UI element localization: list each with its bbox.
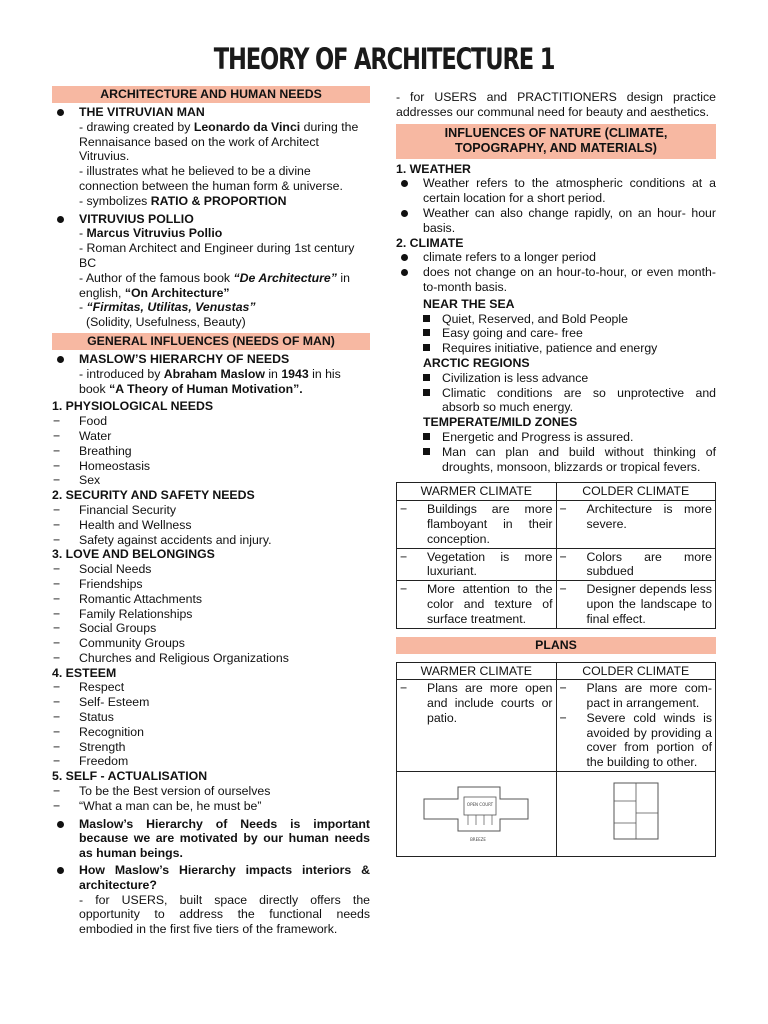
list-item: − Food (52, 414, 370, 429)
warm-plan-sketch (416, 779, 536, 845)
needs-heading: 1. PHYSIOLOGICAL NEEDS (52, 399, 214, 414)
list-item: climate refers to a longer period (396, 250, 716, 265)
list-item: − Self- Esteem (52, 695, 370, 710)
maslow-impacts-bullet: How Maslow’s Hierarchy impacts interiors & architecture? (52, 863, 370, 893)
list-item: − Status (52, 710, 370, 725)
list-item: − Recognition (52, 725, 370, 740)
vitruvian-line-3: - symbolizes RATIO & PROPORTION (79, 193, 287, 208)
table-header-colder: COLDER CLIMATE (556, 483, 716, 501)
section-header-architecture-human-needs: ARCHITECTURE AND HUMAN NEEDS (52, 86, 370, 103)
pollio-line-4: - “Firmitas, Utilitas, Venustas” (79, 300, 256, 315)
list-item: Weather refers to the atmospheric conditions at a certain location for a short period. (396, 176, 716, 206)
list-item: − Homeostasis (52, 459, 370, 474)
weather-heading: 1. WEATHER (396, 161, 471, 176)
needs-heading: 4. ESTEEM (52, 665, 117, 680)
table-cell: − Vegetation is more luxuriant. (400, 550, 553, 580)
list-item: Man can plan and build without thinking of droughts, monsoon, blizzards or tropical fevers. (396, 445, 716, 475)
needs-list (52, 399, 370, 813)
table-cell: − Plans are more com-pact in arrangement. (560, 681, 713, 711)
pollio-line-3: - Author of the famous book “De Architecture” in english, “On Architecture” (79, 270, 350, 300)
list-item: Climatic conditions are so unprotective and absorb so much energy. (396, 386, 716, 416)
table-cell: − Plans are more open and include courts or patio. (400, 681, 553, 725)
list-item: Quiet, Reserved, and Bold People (396, 312, 716, 327)
pollio-line-2: - Roman Architect and Engineer during 1st century BC (79, 241, 355, 270)
zone-heading-near-sea: NEAR THE SEA (423, 296, 515, 311)
list-item: − Social Groups (52, 621, 370, 636)
sketch-label-open-court: OPEN COURT (467, 802, 494, 808)
section-header-influences-of-nature: INFLUENCES OF NATURE (CLIMATE, TOPOGRAPHY, AND MATERIALS) (396, 124, 716, 159)
list-item: − Financial Security (52, 503, 370, 518)
list-item: − Safety against accidents and injury. (52, 533, 370, 548)
maslow-intro: - introduced by Abraham Maslow in 1943 in his book “A Theory of Human Motivation”. (79, 366, 341, 396)
table-row (397, 501, 716, 548)
zone-heading-arctic: ARCTIC REGIONS (423, 355, 530, 370)
list-item: − Friendships (52, 577, 370, 592)
table-row (397, 680, 716, 772)
list-item: − Water (52, 429, 370, 444)
list-item: − Strength (52, 740, 370, 755)
zone-heading-temperate: TEMPERATE/MILD ZONES (423, 415, 578, 430)
list-item: − Sex (52, 473, 370, 488)
list-item: − Breathing (52, 444, 370, 459)
maslow-impacts-text: - for USERS, built space directly offers the opportunity to address the functional needs embodied in the first five tiers of the framework. (79, 892, 370, 937)
table-header-colder: COLDER CLIMATE (556, 662, 716, 680)
table-row (397, 548, 716, 581)
vitruvius-pollio-bullet: VITRUVIUS POLLIO (52, 212, 370, 227)
needs-heading: 2. SECURITY AND SAFETY NEEDS (52, 488, 255, 503)
needs-heading: 5. SELF - ACTUALISATION (52, 769, 208, 784)
list-item: Weather can also change rapidly, on an hour- hour basis. (396, 206, 716, 236)
page-title: THEORY OF ARCHITECTURE 1 (213, 42, 555, 76)
table-header-warmer: WARMER CLIMATE (397, 483, 557, 501)
list-item: − Churches and Religious Organizations (52, 651, 370, 666)
list-item: − Freedom (52, 754, 370, 769)
section-header-plans: PLANS (396, 637, 716, 654)
climate-heading: 2. CLIMATE (396, 235, 464, 250)
needs-heading: 3. LOVE AND BELONGINGS (52, 547, 215, 562)
list-item: − Health and Wellness (52, 518, 370, 533)
left-column (52, 86, 370, 937)
table-row (397, 772, 716, 857)
table-cell: − Designer depends less upon the landscape to final effect. (560, 582, 713, 626)
maslow-bullet: MASLOW’S HIERARCHY OF NEEDS (52, 352, 370, 367)
list-item: − “What a man can be, he must be” (52, 799, 370, 814)
plans-table (396, 662, 716, 858)
cold-plan-sketch (606, 779, 666, 845)
list-item: Easy going and care- free (396, 326, 716, 341)
list-item: Energetic and Progress is assured. (396, 430, 716, 445)
table-cell: − Colors are more subdued (560, 550, 713, 580)
list-item: − Family Relationships (52, 607, 370, 622)
climate-comparison-table (396, 482, 716, 628)
list-item: Requires initiative, patience and energy (396, 341, 716, 356)
sketch-label-breeze: BREEZE (470, 837, 487, 843)
list-item: does not change on an hour-to-hour, or even month-to-month basis. (396, 265, 716, 295)
aesthetics-continuation: - for USERS and PRACTITIONERS design practice addresses our communal need for beauty and aesthetics. (396, 90, 716, 119)
vitruvian-line-2: - illustrates what he believed to be a divine connection between the human form & universe. (79, 164, 343, 193)
vitruvian-man-bullet: THE VITRUVIAN MAN (52, 105, 370, 120)
list-item: − Respect (52, 680, 370, 695)
list-item: Civilization is less advance (396, 371, 716, 386)
list-item: − Community Groups (52, 636, 370, 651)
vitruvian-line-1: - drawing created by Leonardo da Vinci during the Rennaisance based on the work of Architect Vitruvius. (79, 119, 359, 164)
maslow-important-bullet: Maslow’s Hierarchy of Needs is important because we are motivated by our human needs as human beings. (52, 817, 370, 861)
list-item: − To be the Best version of ourselves (52, 784, 370, 799)
table-cell: − Buildings are more flamboyant in their conception. (400, 502, 553, 546)
section-header-general-influences: GENERAL INFLUENCES (NEEDS OF MAN) (52, 333, 370, 350)
table-header-warmer: WARMER CLIMATE (397, 662, 557, 680)
table-row (397, 581, 716, 628)
table-cell: − Severe cold winds is avoided by providing a cover from portion of the building to other. (560, 711, 713, 770)
list-item: − Social Needs (52, 562, 370, 577)
pollio-line-5: (Solidity, Usefulness, Beauty) (86, 315, 246, 330)
list-item: − Romantic Attachments (52, 592, 370, 607)
pollio-line-1: - Marcus Vitruvius Pollio (79, 226, 223, 241)
table-cell: − More attention to the color and texture of surface treatment. (400, 582, 553, 626)
table-cell: − Architecture is more severe. (560, 502, 713, 532)
right-column (396, 86, 716, 857)
